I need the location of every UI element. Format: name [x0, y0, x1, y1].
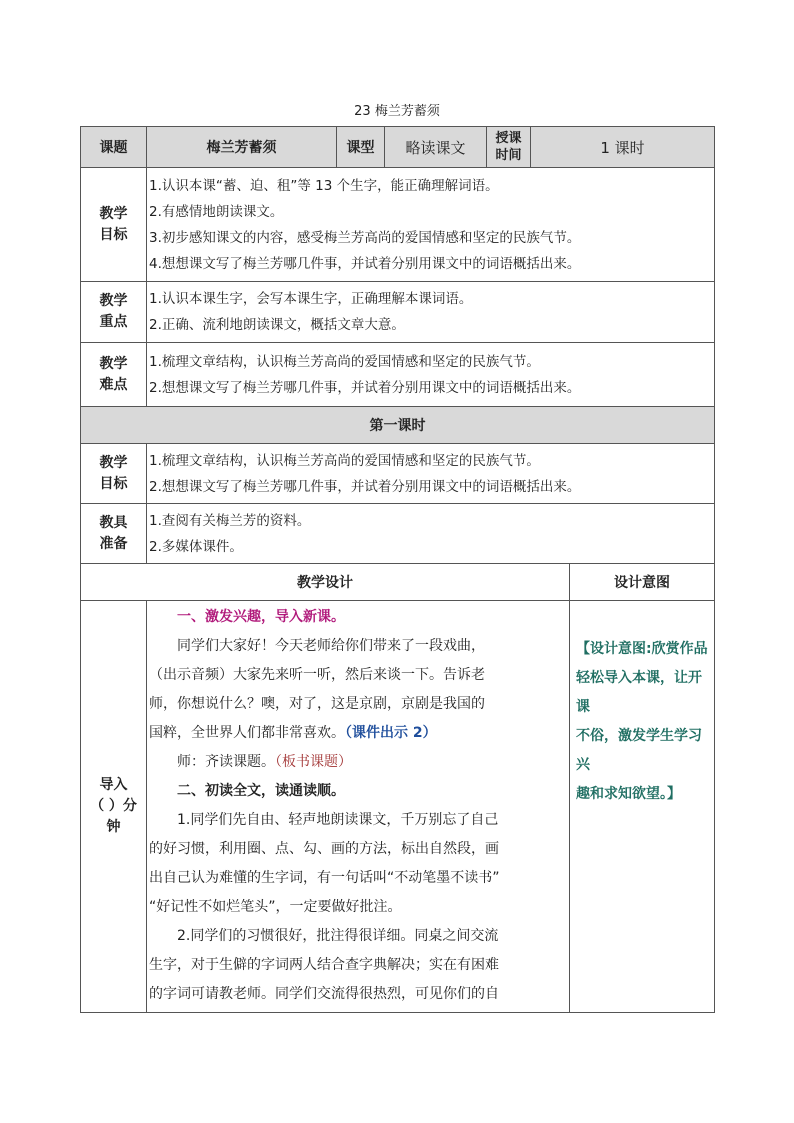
paragraph: 师：齐读课题。（板书课题）: [177, 754, 352, 770]
section-title-1: 一、激发兴趣，导入新课。: [177, 609, 345, 625]
paragraph: 的字词可请教老师。同学们交流得很热烈，可见你们的自: [149, 986, 499, 1002]
tool-item: 2.多媒体课件。: [149, 538, 243, 555]
paragraph: 国粹，全世界人们都非常喜欢。（课件出示 2）: [149, 725, 437, 741]
paragraph: 同学们大家好！今天老师给你们带来了一段戏曲，: [177, 638, 485, 654]
key-point-item: 2.正确、流利地朗读课文，概括文章大意。: [149, 317, 405, 333]
board-hint: （板书课题）: [275, 754, 352, 770]
lesson-plan-table: [80, 126, 715, 1013]
lesson-goals-row: [81, 444, 715, 504]
type-label: 课型: [337, 127, 385, 168]
goal-item: 3.初步感知课文的内容，感受梅兰芳高尚的爱国情感和坚定的民族气节。: [149, 229, 581, 246]
goals-label: 教学 目标: [81, 168, 147, 282]
paragraph: “好记性不如烂笔头”，一定要做好批注。: [149, 899, 402, 915]
goal-item: 1.认识本课“蓄、迫、租”等 13 个生字，能正确理解词语。: [149, 177, 499, 194]
intro-label: 导入 （ ）分 钟: [81, 601, 147, 1013]
lesson-goals-label: 教学 目标: [81, 444, 147, 504]
lesson-goals-content: [147, 444, 715, 504]
document-title: 23 梅兰芳蓄须: [354, 104, 440, 119]
header-row: [81, 127, 715, 168]
type-value: 略读课文: [385, 127, 487, 168]
intent-header: 设计意图: [570, 564, 715, 601]
paragraph: 师，你想说什么？噢，对了，这是京剧，京剧是我国的: [149, 696, 485, 712]
design-header: 教学设计: [81, 564, 570, 601]
difficulty-item: 1.梳理文章结构，认识梅兰芳高尚的爱国情感和坚定的民族气节。: [149, 353, 540, 370]
time-label: [487, 127, 531, 168]
tools-content: [147, 504, 715, 564]
time-value: 1 课时: [531, 127, 715, 168]
tools-label: 教具 准备: [81, 504, 147, 564]
lesson-one-row: [81, 407, 715, 444]
goal-item: 4.想想课文写了梅兰芳哪几件事，并试着分别用课文中的词语概括出来。: [149, 255, 581, 272]
goals-row: [81, 168, 715, 282]
paragraph: 2.同学们的习惯很好，批注得很详细。同桌之间交流: [177, 928, 499, 944]
lesson-goal-item: 2.想想课文写了梅兰芳哪几件事，并试着分别用课文中的词语概括出来。: [149, 478, 581, 495]
time-label-line-1: 授课: [495, 131, 522, 146]
design-header-row: [81, 564, 715, 601]
lesson-one-title: 第一课时: [81, 407, 715, 444]
tool-item: 1.查阅有关梅兰芳的资料。: [149, 512, 311, 529]
key-point-item: 1.认识本课生字，会写本课生字，正确理解本课词语。: [149, 291, 473, 307]
topic-value: 梅兰芳蓄须: [147, 127, 337, 168]
paragraph: 生字，对于生僻的字词两人结合查字典解决；实在有困难: [149, 957, 499, 973]
goal-item: 2.有感情地朗读课文。: [149, 203, 284, 220]
difficulty-item: 2.想想课文写了梅兰芳哪几件事，并试着分别用课文中的词语概括出来。: [149, 379, 581, 396]
courseware-hint: （课件出示 2）: [345, 725, 437, 741]
time-label-line-2: 时间: [495, 148, 522, 163]
key-points-label: 教学 重点: [81, 282, 147, 343]
difficulties-content: [147, 343, 715, 407]
paragraph: （出示音频）大家先来听一听，然后来谈一下。告诉老: [149, 667, 485, 683]
section-title-2: 二、初读全文，读通读顺。: [177, 783, 345, 799]
key-points-content: [147, 282, 715, 343]
paragraph: 出自己认为难懂的生字词，有一句话叫“不动笔墨不读书”: [149, 870, 500, 886]
lesson-goal-item: 1.梳理文章结构，认识梅兰芳高尚的爱国情感和坚定的民族气节。: [149, 452, 540, 469]
paragraph: 的好习惯，利用圈、点、勾、画的方法，标出自然段，画: [149, 841, 499, 857]
intent-content: 【设计意图:欣赏作品 轻松导入本课，让开课 不俗，激发学生学习兴 趣和求知欲望。】: [570, 601, 715, 1013]
key-points-row: [81, 282, 715, 343]
difficulties-row: [81, 343, 715, 407]
goals-content: [147, 168, 715, 282]
difficulties-label: 教学 难点: [81, 343, 147, 407]
intro-content: [147, 601, 570, 1013]
topic-label: 课题: [81, 127, 147, 168]
tools-row: [81, 504, 715, 564]
paragraph: 1.同学们先自由、轻声地朗读课文，千万别忘了自己: [177, 812, 499, 828]
intro-row: [81, 601, 715, 1013]
